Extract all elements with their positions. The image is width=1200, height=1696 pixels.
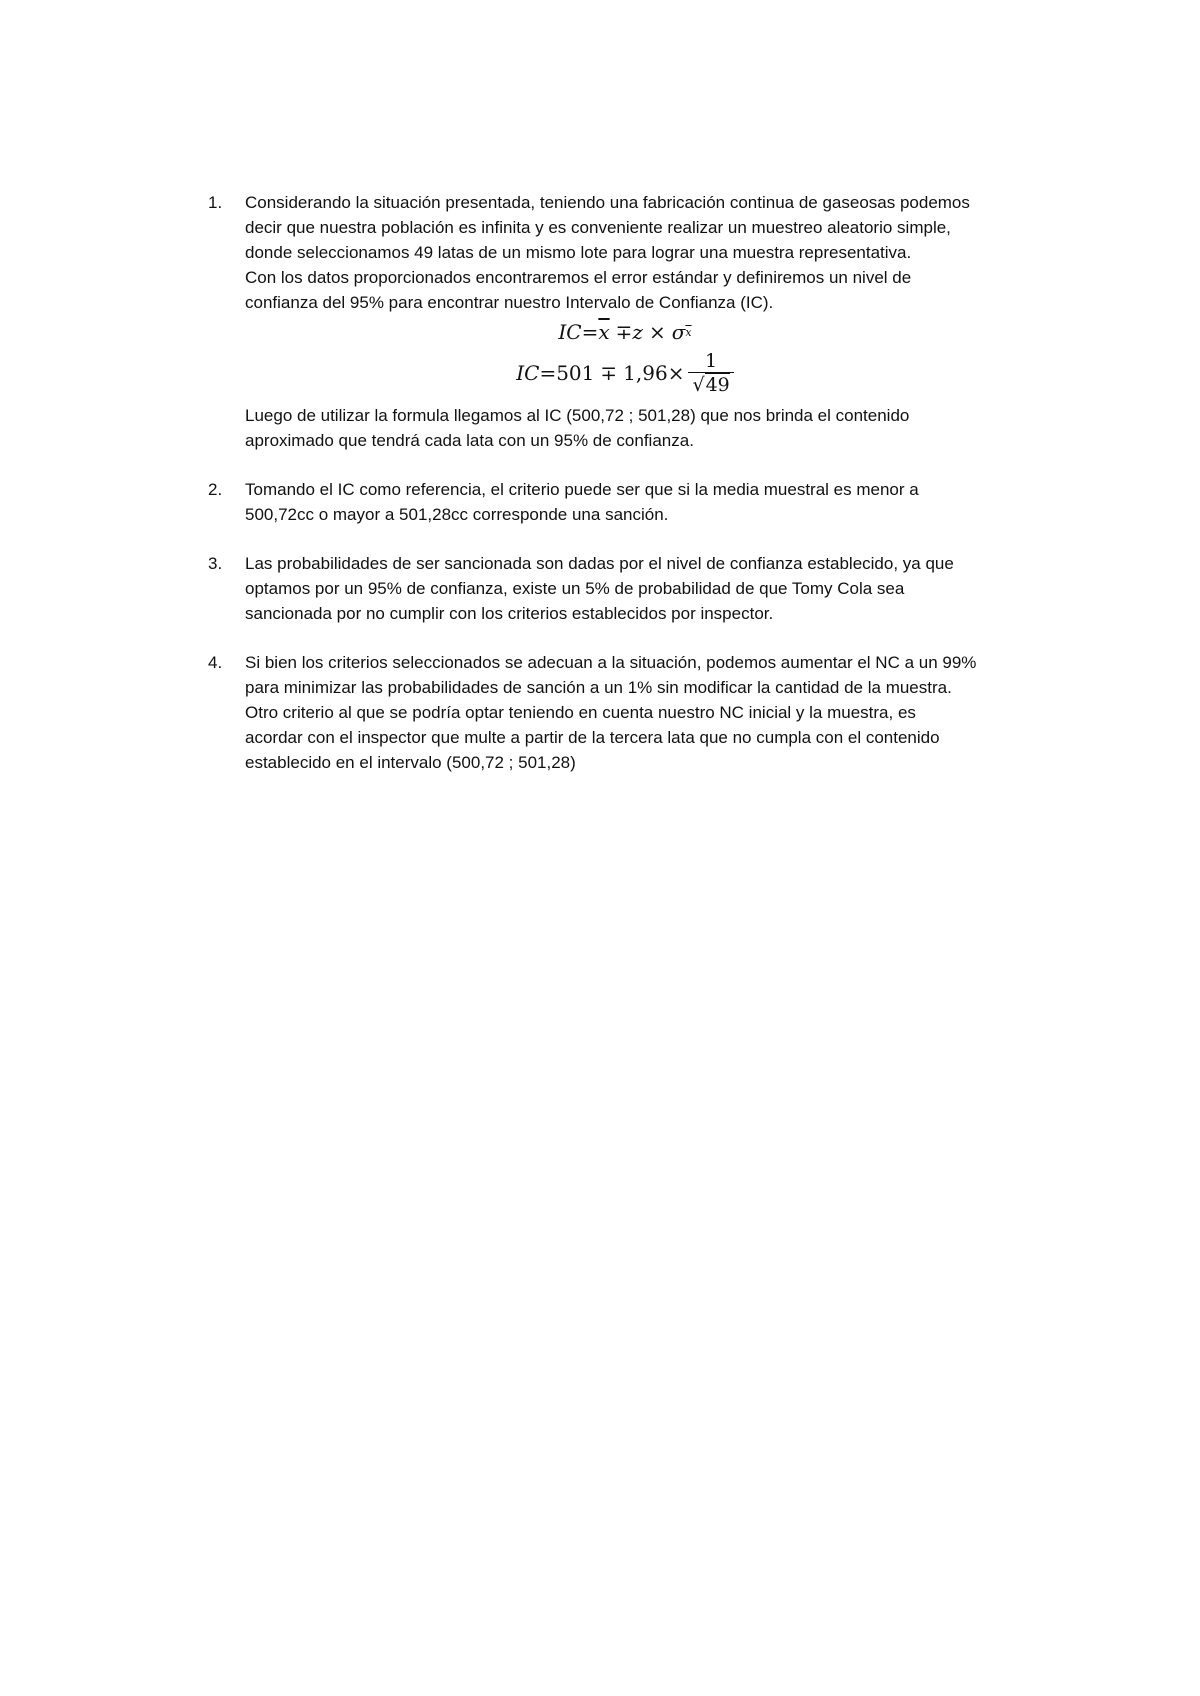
paragraph-line: optamos por un 95% de confianza, existe un 5% de probabilidad de que Tomy Cola sea — [245, 579, 905, 598]
formula-general — [245, 317, 1005, 347]
formula-xbar: $\overline{x}$ — [598, 319, 610, 344]
list-item-1 — [208, 190, 1038, 453]
list-item-3 — [208, 551, 1038, 626]
answer-list — [208, 190, 1038, 799]
formula-values — [245, 347, 1005, 399]
formula-sigma: σ — [671, 319, 686, 344]
formula-sigma-subscript: $\overline{x}$ — [685, 325, 692, 339]
formula-equals: = — [539, 360, 557, 385]
paragraph-line: establecido en el intervalo (500,72 ; 501,28) — [245, 753, 576, 772]
formula-equals: = — [581, 319, 599, 344]
paragraph-line: Considerando la situación presentada, teniendo una fabricación continua de gaseosas podemos — [245, 193, 970, 212]
paragraph-line: Con los datos proporcionados encontraremos el error estándar y definiremos un nivel de — [245, 268, 912, 287]
paragraph-line: donde seleccionamos 49 latas de un mismo lote para lograr una muestra representativa. — [245, 243, 912, 262]
item-number: 4. — [208, 653, 223, 672]
formula-times: × — [667, 360, 685, 385]
paragraph-line: Tomando el IC como referencia, el criterio puede ser que si la media muestral es menor a — [245, 480, 919, 499]
sqrt-radicand: 49 — [705, 373, 730, 396]
formula-times: × — [648, 319, 666, 344]
formula-lhs: IC — [558, 319, 582, 344]
paragraph-line: Las probabilidades de ser sancionada son dadas por el nivel de confianza establecido, ya que — [245, 554, 954, 573]
formula-lhs: IC — [516, 360, 540, 385]
item-number: 1. — [208, 193, 223, 212]
sqrt-icon: √ — [692, 373, 705, 396]
list-item-4 — [208, 650, 1038, 775]
formula-plus-minus: ∓ — [600, 360, 618, 385]
paragraph-line: confianza del 95% para encontrar nuestro Intervalo de Confianza (IC). — [245, 293, 774, 312]
fraction-denominator — [688, 372, 733, 397]
formula-plus-minus: ∓ — [615, 319, 633, 344]
paragraph-line: 500,72cc o mayor a 501,28cc corresponde una sanción. — [245, 505, 669, 524]
paragraph-line: sancionada por no cumplir con los criterios establecidos por inspector. — [245, 604, 774, 623]
formula-z-value: 1,96 — [623, 360, 668, 385]
item-number: 3. — [208, 554, 223, 573]
fraction-numerator: 1 — [705, 349, 718, 372]
paragraph-line: aproximado que tendrá cada lata con un 95% de confianza. — [245, 431, 694, 450]
formula-mean: 501 — [556, 360, 595, 385]
formula-z: z — [632, 319, 643, 344]
paragraph-line: Si bien los criterios seleccionados se adecuan a la situación, podemos aumentar el NC a un 99% — [245, 653, 977, 672]
item-number: 2. — [208, 480, 223, 499]
list-item-2 — [208, 477, 1038, 527]
formula-fraction — [688, 350, 733, 397]
paragraph-line: para minimizar las probabilidades de sanción a un 1% sin modificar la cantidad de la muestra. — [245, 678, 952, 697]
paragraph-line: acordar con el inspector que multe a partir de la tercera lata que no cumpla con el contenido — [245, 728, 940, 747]
paragraph-line: Otro criterio al que se podría optar teniendo en cuenta nuestro NC inicial y la muestra, es — [245, 703, 916, 722]
paragraph-line: Luego de utilizar la formula llegamos al IC (500,72 ; 501,28) que nos brinda el contenido — [245, 406, 910, 425]
paragraph-line: decir que nuestra población es infinita y es conveniente realizar un muestreo aleatorio simple, — [245, 218, 951, 237]
